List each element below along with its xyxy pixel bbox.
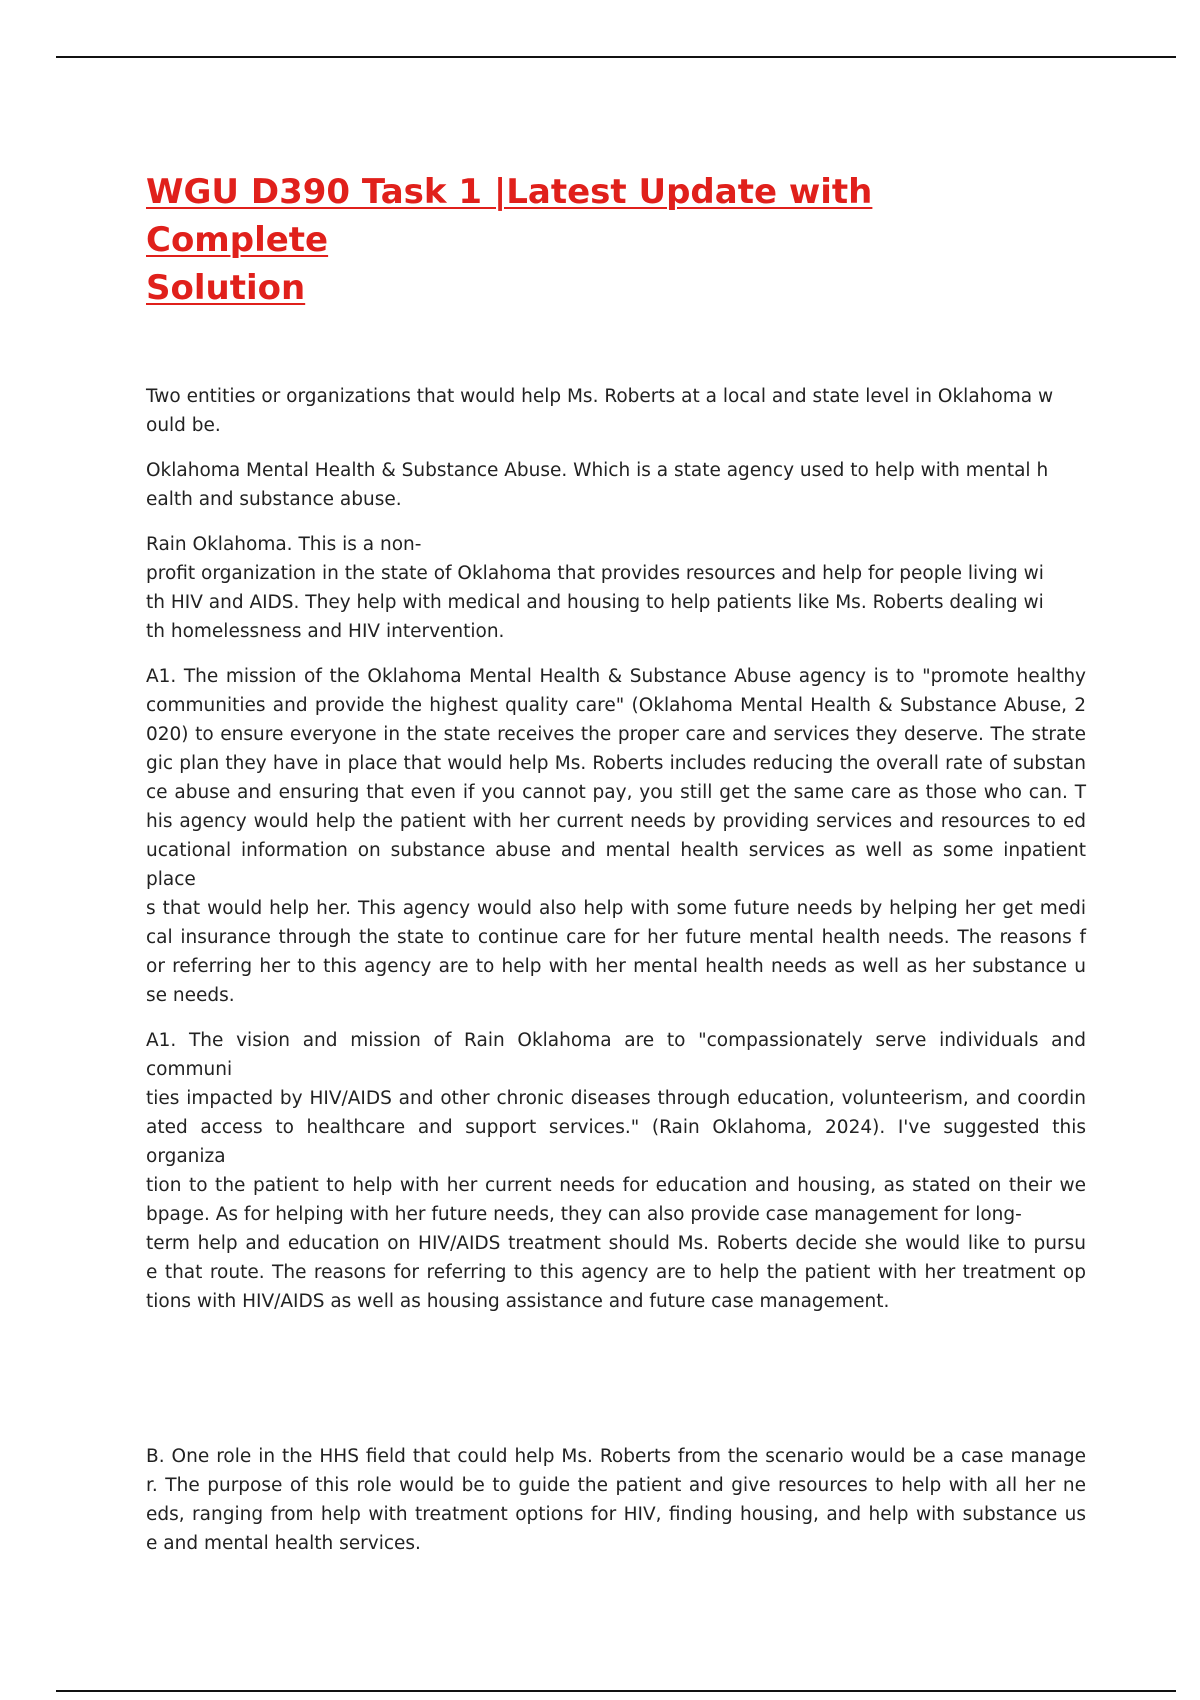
text-line: A1. The vision and mission of Rain Oklahoma are to "compassionately serve individuals and communi [146, 1030, 1086, 1080]
text-line: his agency would help the patient with her current needs by providing services and resources to ed [146, 811, 1086, 832]
text-line: e that route. The reasons for referring to this agency are to help the patient with her treatment op [146, 1262, 1086, 1283]
text-line: ealth and substance abuse. [146, 489, 402, 510]
text-line: A1. The mission of the Oklahoma Mental Health & Substance Abuse agency is to "promote healthy [146, 666, 1086, 687]
paragraph-intro [146, 382, 1086, 440]
text-line: r. The purpose of this role would be to guide the patient and give resources to help with all her ne [146, 1475, 1086, 1496]
paragraph-b-role [146, 1442, 1086, 1558]
paragraph-rain-oklahoma [146, 530, 1086, 646]
text-line: se needs. [146, 985, 235, 1006]
text-line: B. One role in the HHS field that could help Ms. Roberts from the scenario would be a case manage [146, 1446, 1086, 1467]
text-line: ould be. [146, 415, 221, 436]
section-spacer [146, 1332, 1086, 1442]
text-line: bpage. As for helping with her future needs, they can also provide case management for long- [146, 1204, 1022, 1225]
text-line: ties impacted by HIV/AIDS and other chronic diseases through education, volunteerism, and coordin [146, 1088, 1086, 1109]
text-line: cal insurance through the state to continue care for her future mental health needs. The reasons f [146, 927, 1086, 948]
text-line: th HIV and AIDS. They help with medical and housing to help patients like Ms. Roberts dealing wi [146, 592, 1044, 613]
title-line: WGU D390 Task 1 |Latest Update with Complete [146, 172, 873, 260]
paragraph-a1-mission [146, 662, 1086, 1010]
text-line: 020) to ensure everyone in the state receives the proper care and services they deserve. The strate [146, 724, 1086, 745]
document-title [146, 168, 1046, 312]
text-line: Rain Oklahoma. This is a non- [146, 534, 422, 555]
text-line: tions with HIV/AIDS as well as housing assistance and future case management. [146, 1291, 890, 1312]
document-body [146, 382, 1086, 1574]
text-line: eds, ranging from help with treatment options for HIV, finding housing, and help with substance us [146, 1504, 1086, 1525]
text-line: ated access to healthcare and support services." (Rain Oklahoma, 2024). I've suggested this organiza [146, 1117, 1086, 1167]
header-rule [56, 56, 1176, 58]
text-line: e and mental health services. [146, 1533, 421, 1554]
text-line: ucational information on substance abuse and mental health services as well as some inpatient place [146, 840, 1086, 890]
paragraph-a1-vision [146, 1026, 1086, 1316]
text-line: Oklahoma Mental Health & Substance Abuse. Which is a state agency used to help with mental h [146, 460, 1049, 481]
paragraph-odmhsas [146, 456, 1086, 514]
text-line: Two entities or organizations that would help Ms. Roberts at a local and state level in Oklahoma w [146, 386, 1054, 407]
text-line: s that would help her. This agency would also help with some future needs by helping her get medi [146, 898, 1086, 919]
text-line: th homelessness and HIV intervention. [146, 621, 505, 642]
text-line: term help and education on HIV/AIDS treatment should Ms. Roberts decide she would like to pursu [146, 1233, 1086, 1254]
text-line: ce abuse and ensuring that even if you cannot pay, you still get the same care as those who can. T [146, 782, 1086, 803]
text-line: profit organization in the state of Oklahoma that provides resources and help for people living wi [146, 563, 1044, 584]
text-line: or referring her to this agency are to help with her mental health needs as well as her substance u [146, 956, 1086, 977]
text-line: tion to the patient to help with her current needs for education and housing, as stated on their we [146, 1175, 1086, 1196]
text-line: gic plan they have in place that would help Ms. Roberts includes reducing the overall rate of substan [146, 753, 1086, 774]
text-line: communities and provide the highest quality care" (Oklahoma Mental Health & Substance Abuse, 2 [146, 695, 1086, 716]
footer-rule [56, 1690, 1176, 1692]
title-line: Solution [146, 268, 306, 308]
